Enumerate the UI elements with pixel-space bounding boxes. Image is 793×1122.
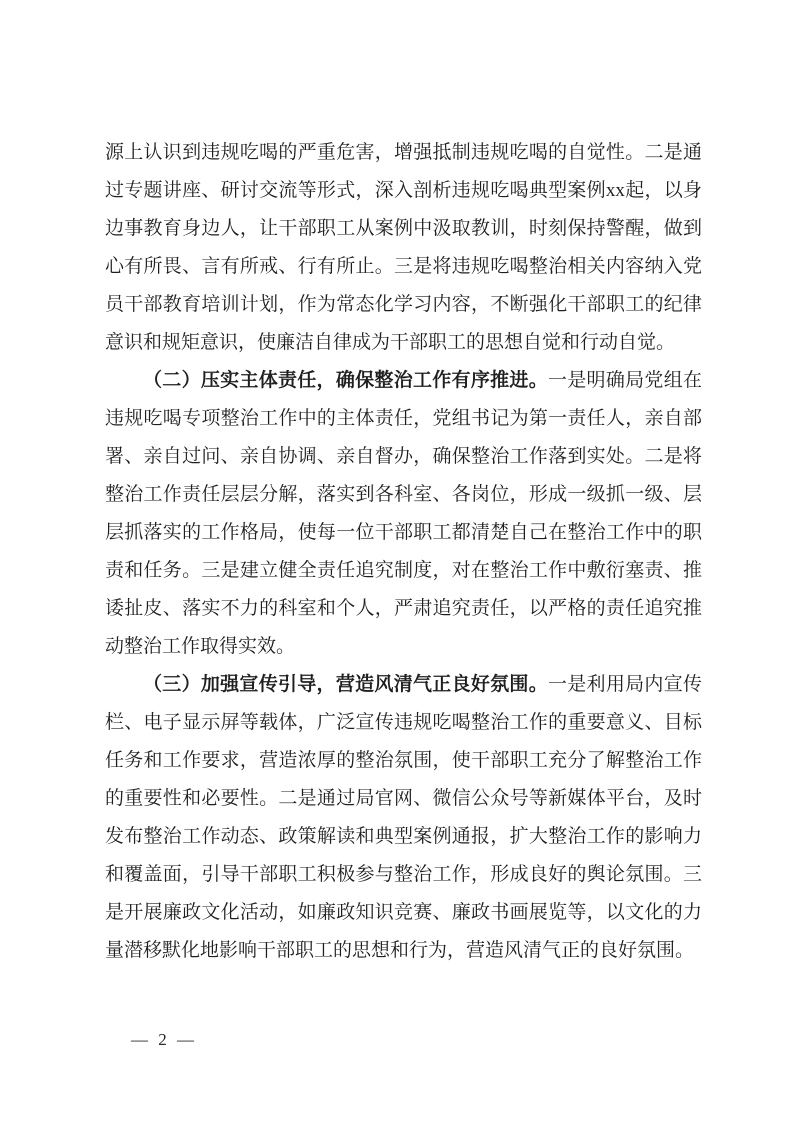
paragraph-heading-lead: （三）加强宣传引导，营造风清气正良好氛围。	[143, 674, 548, 695]
paragraph-heading-lead: （二）压实主体责任，确保整治工作有序推进。	[143, 370, 548, 391]
paragraph-2	[105, 362, 702, 666]
paragraph-text: 一是利用局内宣传栏、电子显示屏等载体，广泛宣传违规吃喝整治工作的重要意义、目标任务和工作要求，营造浓厚的整治氛围，使干部职工充分了解整治工作的重要性和必要性。二是通过局官网、微信公众号等新媒体平台，及时发布整治工作动态、政策解读和典型案例通报，扩大整治工作的影响力和覆盖面，引导干部职工积极参与整治工作，形成良好的舆论氛围。三是开展廉政文化活动，如廉政知识竞赛、廉政书画展览等，以文化的力量潜移默化地影响干部职工的思想和行为，营造风清气正的良好氛围。	[105, 674, 702, 961]
paragraph-text: 源上认识到违规吃喝的严重危害，增强抵制违规吃喝的自觉性。二是通过专题讲座、研讨交流等形式，深入剖析违规吃喝典型案例xx起，以身边事教育身边人，让干部职工从案例中汲取教训，时刻保持警醒，做到心有所畏、言有所戒、行有所止。三是将违规吃喝整治相关内容纳入党员干部教育培训计划，作为常态化学习内容，不断强化干部职工的纪律意识和规矩意识，使廉洁自律成为干部职工的思想自觉和行动自觉。	[105, 142, 702, 353]
paragraph-text: 一是明确局党组在违规吃喝专项整治工作中的主体责任，党组书记为第一责任人，亲自部署、亲自过问、亲自协调、亲自督办，确保整治工作落到实处。二是将整治工作责任层层分解，落实到各科室、各岗位，形成一级抓一级、层层抓落实的工作格局，使每一位干部职工都清楚自己在整治工作中的职责和任务。三是建立健全责任追究制度，对在整治工作中敷衍塞责、推诿扯皮、落实不力的科室和个人，严肃追究责任，以严格的责任追究推动整治工作取得实效。	[105, 370, 702, 657]
paragraph-1	[105, 134, 702, 362]
paragraph-3	[105, 666, 702, 970]
document-body	[105, 134, 702, 970]
page-number: — 2 —	[131, 1030, 197, 1049]
